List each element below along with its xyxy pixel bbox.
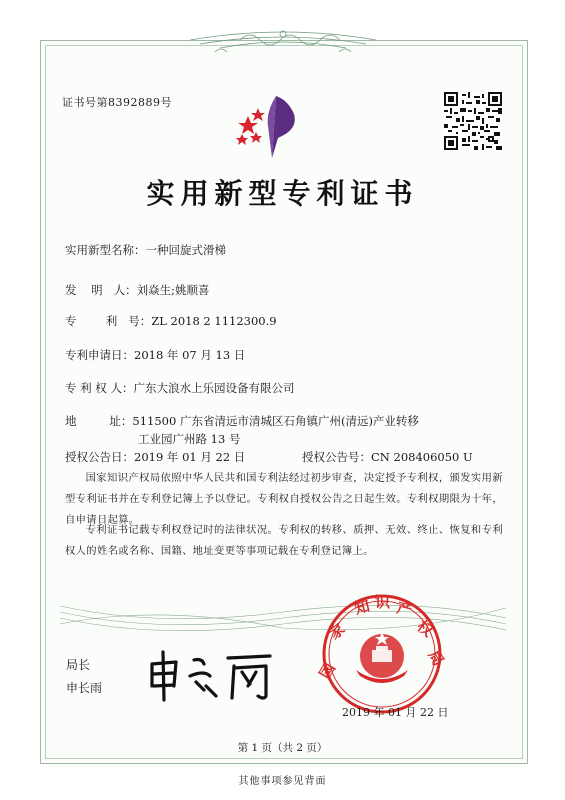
director-name: 申长雨	[66, 681, 103, 695]
bottom-guilloche-band	[40, 598, 526, 638]
utility-model-name-field	[65, 242, 226, 258]
address-field	[65, 413, 419, 429]
seal-char-3: 知	[352, 596, 372, 618]
seal-char-5: 产	[395, 598, 414, 620]
patentee-field	[65, 380, 294, 396]
patentee-label: 专 利 权 人：	[65, 381, 134, 395]
grant-date-value: 2019 年 01 月 22 日	[134, 450, 246, 464]
grant-number-label: 授权公告号：	[302, 450, 371, 464]
certificate-number: 证书号第8392889号	[62, 96, 172, 109]
inventors-label: 发 明 人：	[65, 283, 137, 297]
utility-model-name-value: 一种回旋式滑梯	[145, 243, 226, 257]
grant-date-field	[65, 449, 245, 465]
seal-date: 2019 年 01 月 22 日	[342, 706, 449, 719]
seal-char-2: 家	[325, 619, 349, 644]
qr-code-icon	[444, 92, 502, 150]
director-role: 局长	[66, 658, 91, 672]
utility-model-name-label: 实用新型名称：	[65, 243, 146, 257]
grant-number-field	[302, 449, 473, 465]
seal-char-6: 权	[413, 616, 437, 641]
page-indicator: 第 1 页（共 2 页）	[237, 742, 328, 754]
director-signature	[146, 646, 276, 706]
inventors-value: 刘焱生;姚顺喜	[136, 283, 210, 297]
address-value-line1: 511500 广东省清远市清城区石角镇广州(清远)产业转移	[132, 414, 419, 428]
patent-number-value: ZL 2018 2 1112300.9	[151, 314, 277, 328]
legal-status-paragraph: 专利证书记载专利权登记时的法律状况。专利权的转移、质押、无效、终止、恢复和专利权人的姓名或名称、国籍、地址变更等事项记载在专利登记簿上。	[65, 524, 503, 557]
grant-paragraph: 国家知识产权局依照中华人民共和国专利法经过初步审查，决定授予专利权，颁发实用新型专利证书并在专利登记簿上予以登记。专利权自授权公告之日起生效。专利权期限为十年，自申请日起算。	[65, 472, 503, 526]
footer-note: 其他事项参见背面	[238, 776, 327, 787]
seal-char-1: 国	[315, 659, 339, 682]
top-ornament	[40, 28, 526, 68]
patentee-value: 广东大浪水上乐园设备有限公司	[133, 381, 295, 395]
address-label: 地 址：	[65, 414, 133, 428]
certificate-title: 实用新型专利证书	[146, 177, 419, 210]
inventors-field	[65, 282, 209, 298]
application-date-label: 专利申请日：	[65, 348, 134, 362]
grant-number-value: CN 208406050 U	[371, 450, 473, 464]
application-date-field	[65, 347, 245, 363]
seal-char-4: 识	[375, 593, 391, 611]
grant-date-label: 授权公告日：	[65, 450, 134, 464]
patent-number-label: 专 利 号：	[65, 314, 152, 328]
national-emblem-seal-icon	[312, 592, 452, 716]
patent-office-logo-icon	[228, 92, 318, 162]
application-date-value: 2018 年 07 月 13 日	[134, 348, 246, 362]
address-value-line2: 工业园广州路 13 号	[138, 432, 241, 446]
seal-char-7: 局	[424, 647, 448, 670]
patent-number-field	[65, 313, 277, 329]
